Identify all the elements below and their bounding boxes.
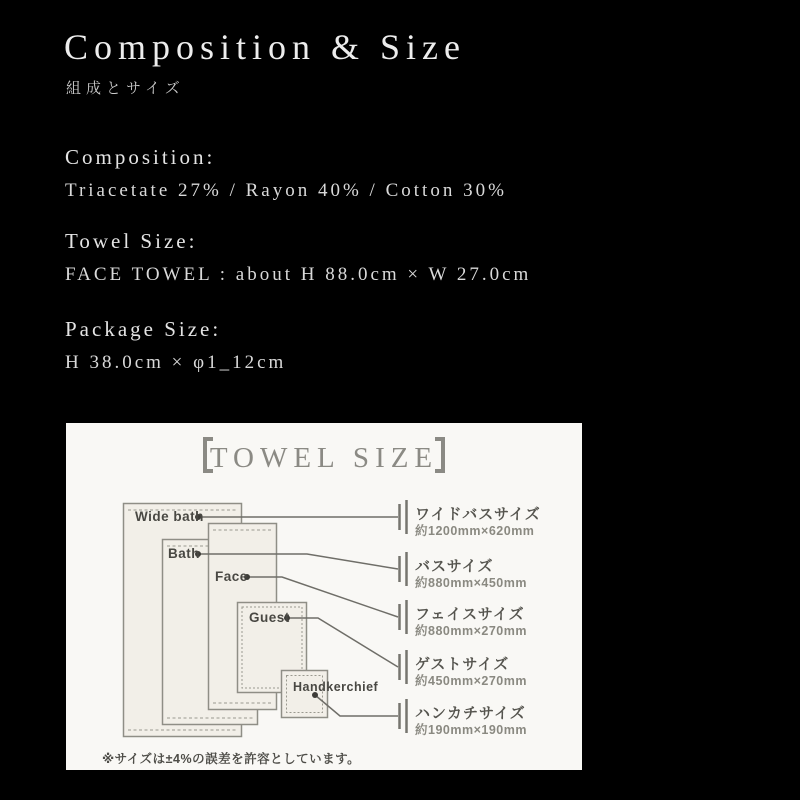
tolerance-footnote: ※サイズは±4%の誤差を許容としています。 — [102, 752, 361, 766]
face-size-name: フェイスサイズ — [415, 606, 525, 623]
handkerchief-size-dims: 約190mm×190mm — [415, 723, 527, 737]
handkerchief-towel-shape — [282, 671, 328, 718]
wide-bath-size-dims: 約1200mm×620mm — [415, 524, 535, 538]
towel-size-diagram-panel — [66, 423, 582, 770]
bath-label: Bath — [168, 546, 200, 561]
handkerchief-size-name: ハンカチサイズ — [415, 705, 526, 722]
towel-size-heading: Towel Size: — [65, 229, 198, 253]
composition-value: Triacetate 27% / Rayon 40% / Cotton 30% — [65, 180, 507, 201]
composition-heading: Composition: — [65, 145, 216, 169]
wide-bath-label: Wide bath — [135, 509, 204, 524]
guest-size-mark-icon — [400, 650, 407, 684]
face-size-mark-icon — [400, 600, 407, 634]
diagram-title: TOWEL SIZE — [209, 442, 439, 474]
towel-size-value: FACE TOWEL : about H 88.0cm × W 27.0cm — [65, 264, 532, 285]
wide-bath-size-name: ワイドバスサイズ — [415, 506, 541, 523]
wide-bath-size-mark-icon — [400, 500, 407, 534]
guest-size-dims: 約450mm×270mm — [415, 674, 527, 688]
page-title: Composition & Size — [64, 27, 467, 67]
towel-size-diagram-svg — [66, 423, 582, 770]
handkerchief-label: Handkerchief — [293, 680, 379, 694]
page-subtitle-japanese: 組成とサイズ — [66, 81, 185, 97]
package-size-heading: Package Size: — [65, 317, 222, 341]
guest-label: Guest — [249, 610, 290, 625]
bath-size-mark-icon — [400, 552, 407, 586]
guest-size-name: ゲストサイズ — [415, 656, 510, 673]
bath-size-dims: 約880mm×450mm — [415, 576, 527, 590]
face-size-dims: 約880mm×270mm — [415, 624, 527, 638]
package-size-value: H 38.0cm × φ1_12cm — [65, 352, 287, 373]
face-label: Face — [215, 569, 248, 584]
bath-size-name: バスサイズ — [415, 558, 494, 575]
handkerchief-size-mark-icon — [400, 699, 407, 733]
